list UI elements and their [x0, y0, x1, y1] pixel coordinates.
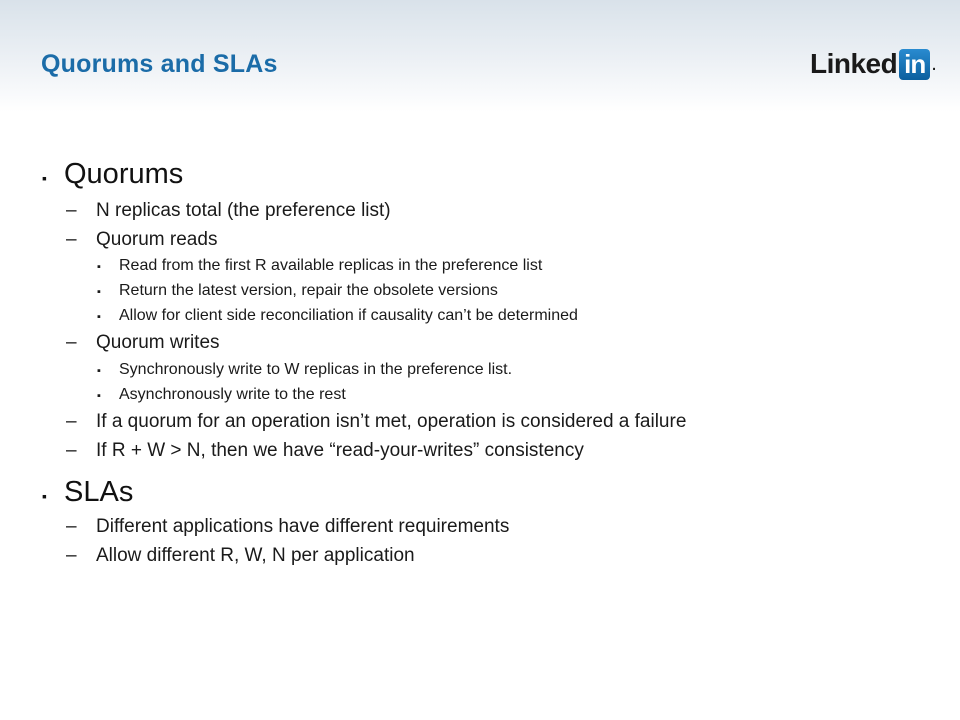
- list-item: [66, 200, 391, 222]
- square-bullet-icon: ▪: [42, 488, 47, 504]
- list-item-text: Quorum writes: [96, 332, 220, 353]
- dash-bullet-icon: –: [66, 516, 77, 537]
- sub-list-item-text: Read from the first R available replicas in the preference list: [119, 257, 543, 274]
- sub-list-item: [97, 386, 346, 404]
- list-item: [66, 332, 220, 354]
- dash-bullet-icon: –: [66, 229, 77, 250]
- logo-in-box: in: [899, 49, 930, 80]
- sub-list-item-text: Asynchronously write to the rest: [119, 386, 346, 403]
- sub-list-item: [97, 257, 542, 275]
- bullet-slas: [42, 476, 133, 509]
- dash-bullet-icon: –: [66, 332, 77, 353]
- list-item-text: N replicas total (the preference list): [96, 200, 391, 221]
- list-item-text: If a quorum for an operation isn’t met, operation is considered a failure: [96, 411, 687, 432]
- list-item: [66, 545, 415, 567]
- dash-bullet-icon: –: [66, 200, 77, 221]
- list-item-text: If R + W > N, then we have “read-your-writes” consistency: [96, 440, 584, 461]
- sub-list-item: [97, 282, 498, 300]
- logo-word: Linked: [810, 48, 898, 79]
- section-heading: SLAs: [64, 476, 134, 508]
- list-item: [66, 411, 686, 433]
- square-bullet-icon: ▪: [97, 311, 101, 323]
- logo-dot: .: [931, 53, 937, 75]
- dash-bullet-icon: –: [66, 440, 77, 461]
- sub-list-item-text: Return the latest version, repair the obsolete versions: [119, 282, 498, 299]
- section-heading: Quorums: [64, 158, 184, 190]
- list-item-text: Quorum reads: [96, 229, 218, 250]
- linkedin-logo: [810, 46, 937, 82]
- bullet-quorums: [42, 158, 183, 191]
- sub-list-item: [97, 307, 578, 325]
- square-bullet-icon: ▪: [42, 170, 47, 186]
- sub-list-item-text: Synchronously write to W replicas in the preference list.: [119, 361, 513, 378]
- list-item: [66, 229, 217, 251]
- list-item-text: Allow different R, W, N per application: [96, 545, 415, 566]
- list-item-text: Different applications have different requirements: [96, 516, 510, 537]
- list-item: [66, 440, 584, 462]
- square-bullet-icon: ▪: [97, 390, 101, 402]
- sub-list-item: [97, 361, 512, 379]
- slide-title: Quorums and SLAs: [41, 50, 278, 78]
- dash-bullet-icon: –: [66, 411, 77, 432]
- list-item: [66, 516, 509, 538]
- sub-list-item-text: Allow for client side reconciliation if causality can’t be determined: [119, 307, 578, 324]
- dash-bullet-icon: –: [66, 545, 77, 566]
- square-bullet-icon: ▪: [97, 261, 101, 273]
- square-bullet-icon: ▪: [97, 286, 101, 298]
- square-bullet-icon: ▪: [97, 365, 101, 377]
